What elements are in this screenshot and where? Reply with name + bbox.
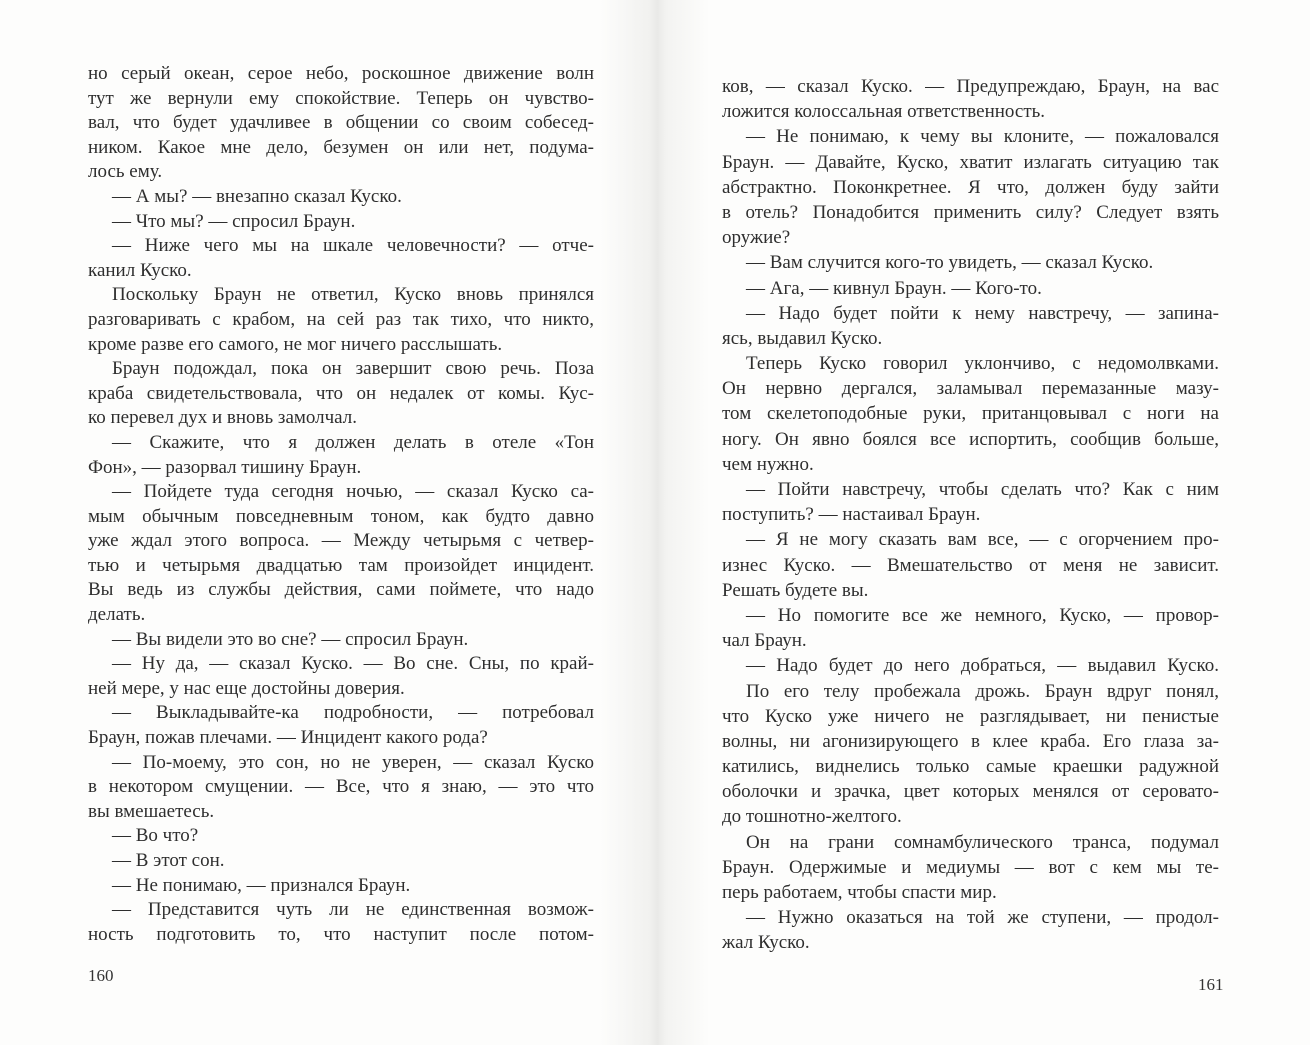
text-line: жал Куско.: [722, 932, 810, 954]
text-line: мым обычным повседневным тоном, как будто давно: [88, 505, 594, 527]
text-line: — Нужно оказаться на той же ступени, — продол-: [746, 907, 1219, 929]
text-line: ясь, выдавил Куско.: [722, 327, 883, 349]
text-line: чем нужно.: [722, 453, 814, 475]
text-line: ней мере, у нас еще достойны доверия.: [88, 677, 405, 699]
text-line: — Что мы? — спросил Браун.: [112, 210, 356, 232]
text-line: абстрактно. Поконкретнее. Я что, должен буду зайти: [722, 176, 1219, 198]
text-line: ность подготовить то, что наступит после потом-: [88, 923, 594, 945]
text-line: до тошнотно-желтого.: [722, 806, 902, 828]
text-line: — Надо будет до него добраться, — выдавил Куско.: [746, 655, 1219, 677]
text-line: — Пойти навстречу, чтобы сделать что? Как с ним: [746, 479, 1219, 500]
text-line: — Представится чуть ли не единственная возмож-: [112, 899, 594, 921]
text-line: Браун. — Давайте, Куско, хватит излагать ситуацию так: [722, 151, 1219, 173]
text-line: ко перевел дух и вновь замолчал.: [88, 407, 358, 429]
text-line: — Ну да, — сказал Куско. — Во сне. Сны, по край-: [112, 653, 594, 675]
text-line: Браун. Одержимые и медиумы — вот с кем мы те-: [722, 856, 1219, 878]
text-line: оружие?: [722, 227, 791, 249]
text-line: Браун подождал, пока он завершит свою речь. Поза: [112, 358, 594, 380]
page-number-right: 161: [1198, 975, 1224, 994]
text-line: вал, что будет удачливее в общении со своим собесед-: [88, 112, 594, 134]
text-line: кроме разве его самого, не мог ничего расслышать.: [88, 333, 503, 355]
text-line: Поскольку Браун не ответил, Куско вновь принялся: [112, 284, 594, 306]
text-line: — Ниже чего мы на шкале человечности? — отче-: [112, 235, 594, 257]
text-line: — Выкладывайте-ка подробности, — потребовал: [112, 702, 594, 724]
text-line: — Не понимаю, к чему вы клоните, — пожаловался: [746, 126, 1219, 148]
text-line: том скелетоподобные руки, пританцовывал с ноги на: [722, 403, 1219, 425]
text-line: — Ага, — кивнул Браун. — Кого-то.: [746, 277, 1042, 299]
text-line: — А мы? — внезапно сказал Куско.: [112, 185, 402, 207]
text-line: в отель? Понадобится применить силу? Следует взять: [722, 201, 1219, 223]
text-line: чал Браун.: [722, 630, 807, 652]
text-line: изнес Куско. — Вмешательство от меня не зависит.: [722, 554, 1219, 576]
text-line: оболочки и зрачка, цвет которых менялся от серовато-: [722, 781, 1219, 803]
text-line: перь работаем, чтобы спасти мир.: [722, 882, 997, 903]
text-line: уже ждал этого вопроса. — Между четырьмя с четвер-: [88, 530, 594, 552]
text-line: — Вы видели это во сне? — спросил Браун.: [112, 628, 469, 650]
text-line: волны, ни агонизирующего в клее краба. Его глаза за-: [722, 730, 1219, 752]
text-line: тью и четырьмя двадцатью там произойдет инцидент.: [88, 554, 594, 576]
text-line: что Куско уже ничего не разглядывает, ни пенистые: [722, 705, 1219, 727]
text-line: лось ему.: [88, 161, 163, 183]
book-gutter: [600, 0, 710, 1045]
text-line: ногу. Он явно боялся все испортить, сообщив больше,: [722, 428, 1219, 450]
text-line: — В этот сон.: [112, 850, 225, 871]
text-line: — Но помогите все же немного, Куско, — провор-: [746, 604, 1219, 626]
text-line: краба свидетельствовала, что он недалек от комы. Кус-: [88, 382, 594, 404]
text-line: ков, — сказал Куско. — Предупреждаю, Браун, на вас: [722, 76, 1219, 97]
text-line: в некотором смущении. — Все, что я знаю, — это что: [88, 776, 594, 798]
text-line: — Не понимаю, — признался Браун.: [112, 874, 411, 896]
text-line: Он на грани сомнамбулического транса, подумал: [746, 831, 1219, 853]
text-line: Вы ведь из службы действия, сами поймете, что надо: [88, 579, 594, 601]
page-number-left: 160: [88, 966, 114, 985]
text-line: Браун, пожав плечами. — Инцидент какого рода?: [88, 727, 488, 749]
text-line: — Скажите, что я должен делать в отеле «Тон: [112, 431, 594, 453]
text-line: катились, виднелись только самые краешки радужной: [722, 756, 1219, 778]
text-line: ником. Какое мне дело, безумен он или нет, подума-: [88, 136, 594, 158]
text-line: — Во что?: [112, 825, 199, 847]
text-line: Теперь Куско говорил уклончиво, с недомолвками.: [746, 353, 1219, 375]
text-line: — Пойдете туда сегодня ночью, — сказал Куско са-: [112, 481, 594, 503]
text-line: поступить? — настаивал Браун.: [722, 504, 981, 526]
left-page-text: [88, 62, 594, 947]
text-line: канил Куско.: [88, 259, 192, 281]
text-line: Решать будете вы.: [722, 579, 869, 601]
text-line: — По-моему, это сон, но не уверен, — сказал Куско: [112, 751, 594, 773]
text-line: тут же вернули ему спокойствие. Теперь он чувство-: [88, 87, 594, 109]
text-line: — Надо будет пойти к нему навстречу, — запина-: [746, 302, 1219, 324]
text-line: — Я не могу сказать вам все, — с огорчением про-: [746, 529, 1219, 551]
right-page-text: [722, 74, 1219, 956]
text-line: Фон», — разорвал тишину Браун.: [88, 456, 362, 478]
text-line: вы вмешаетесь.: [88, 800, 215, 822]
text-line: но серый океан, серое небо, роскошное движение волн: [88, 63, 594, 84]
text-line: ложится колоссальная ответственность.: [722, 101, 1046, 123]
text-line: делать.: [88, 604, 146, 626]
text-line: разговаривать с крабом, на сей раз так тихо, что никто,: [88, 308, 594, 330]
text-line: Он нервно дергался, заламывал перемазанные мазу-: [722, 378, 1219, 400]
text-line: По его телу пробежала дрожь. Браун вдруг понял,: [746, 680, 1219, 702]
text-line: — Вам случится кого-то увидеть, — сказал Куско.: [746, 252, 1154, 274]
